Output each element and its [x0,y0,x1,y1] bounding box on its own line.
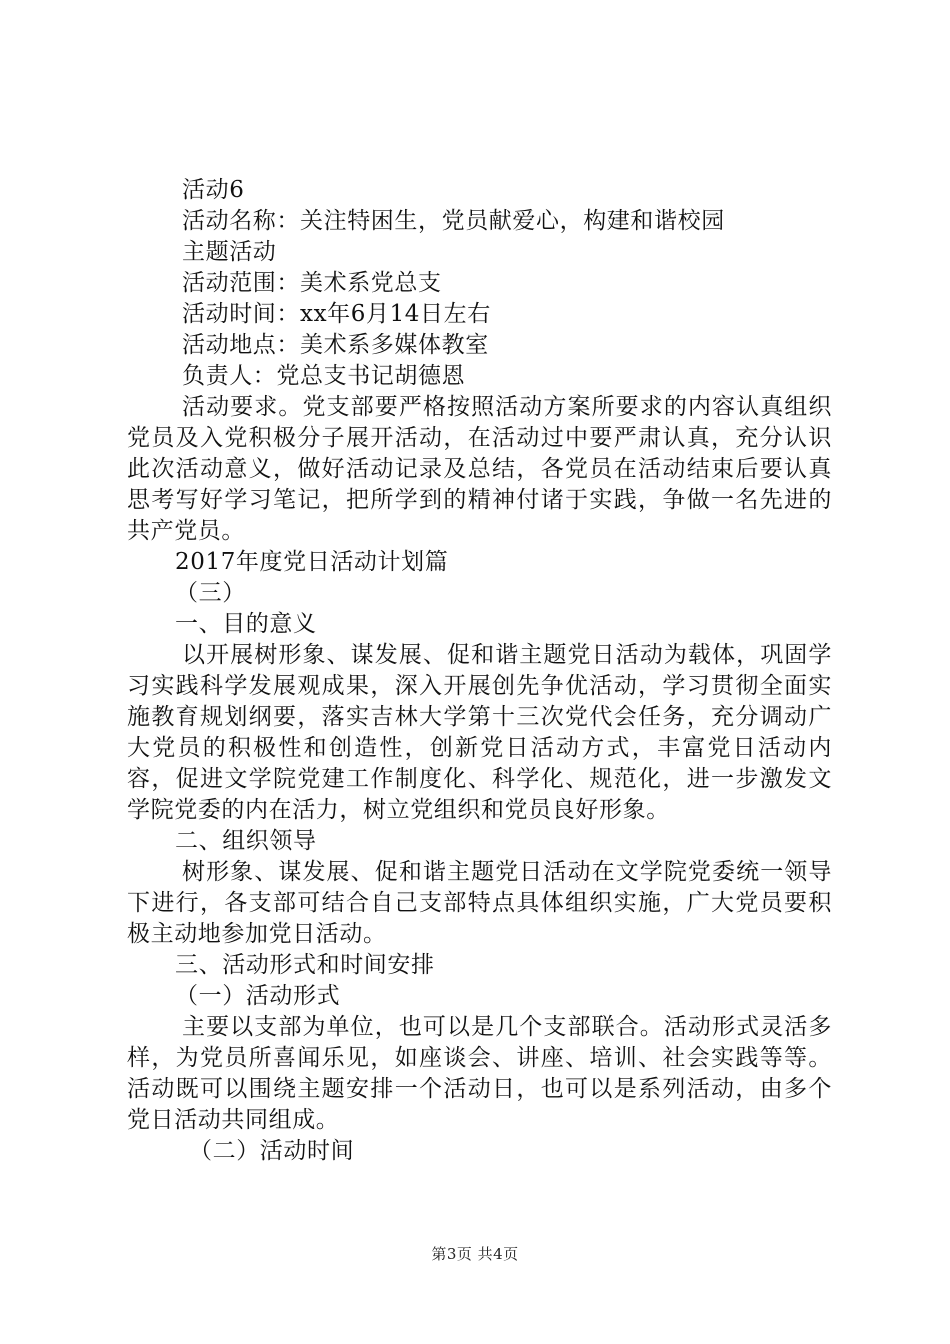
plan-part: （三） [175,580,246,606]
page-footer: 第3页 共4页 [431,1245,519,1263]
activity-place: 活动地点：美术系多媒体教室 [182,332,489,358]
section1-text: 以开展树形象、谋发展、促和谐主题党日活动为载体，巩固学习实践科学发展观成果，深入开展创先争优活动，学习贯彻全面实施教育规划纲要，落实吉林大学第十三次党代会任务，充分调动广大党员的积极性和创造性，创新党日活动方式，丰富党日活动内容，促进文学院党建工作制度化、科学化、规范化，进一步激发文学院党委的内在活力，树立党组织和党员良好形象。 [127,642,832,823]
subsection1-heading: （一）活动形式 [175,983,341,1009]
activity-name-continued: 主题活动 [182,239,277,265]
activity-time: 活动时间：xx年6月14日左右 [182,301,491,327]
activity-name: 活动名称：关注特困生，党员献爱心，构建和谐校园 [182,208,725,234]
subsection1-text: 主要以支部为单位，也可以是几个支部联合。活动形式灵活多样，为党员所喜闻乐见，如座谈会、讲座、培训、社会实践等等。活动既可以围绕主题安排一个活动日，也可以是系列活动，由多个党日活动共同组成。 [127,1014,832,1133]
section3-heading: 三、活动形式和时间安排 [175,952,435,978]
section2-text: 树形象、谋发展、促和谐主题党日活动在文学院党委统一领导下进行，各支部可结合自己支部特点具体组织实施，广大党员要积极主动地参加党日活动。 [127,859,832,947]
activity-leader: 负责人：党总支书记胡德恩 [182,363,466,389]
section1-heading: 一、目的意义 [175,611,317,637]
section2-heading: 二、组织领导 [175,828,317,854]
activity-scope: 活动范围：美术系党总支 [182,270,442,296]
plan-title: 2017年度党日活动计划篇 [175,549,449,575]
subsection2-heading: （二）活动时间 [189,1138,355,1164]
document-body [127,175,832,1167]
activity-requirements: 活动要求。党支部要严格按照活动方案所要求的内容认真组织党员及入党积极分子展开活动，在活动过中要严肃认真，充分认识此次活动意义，做好活动记录及总结，各党员在活动结束后要认真思考写好学习笔记，把所学到的精神付诸于实践，争做一名先进的共产党员。 [127,394,832,544]
activity-heading: 活动6 [182,177,245,203]
